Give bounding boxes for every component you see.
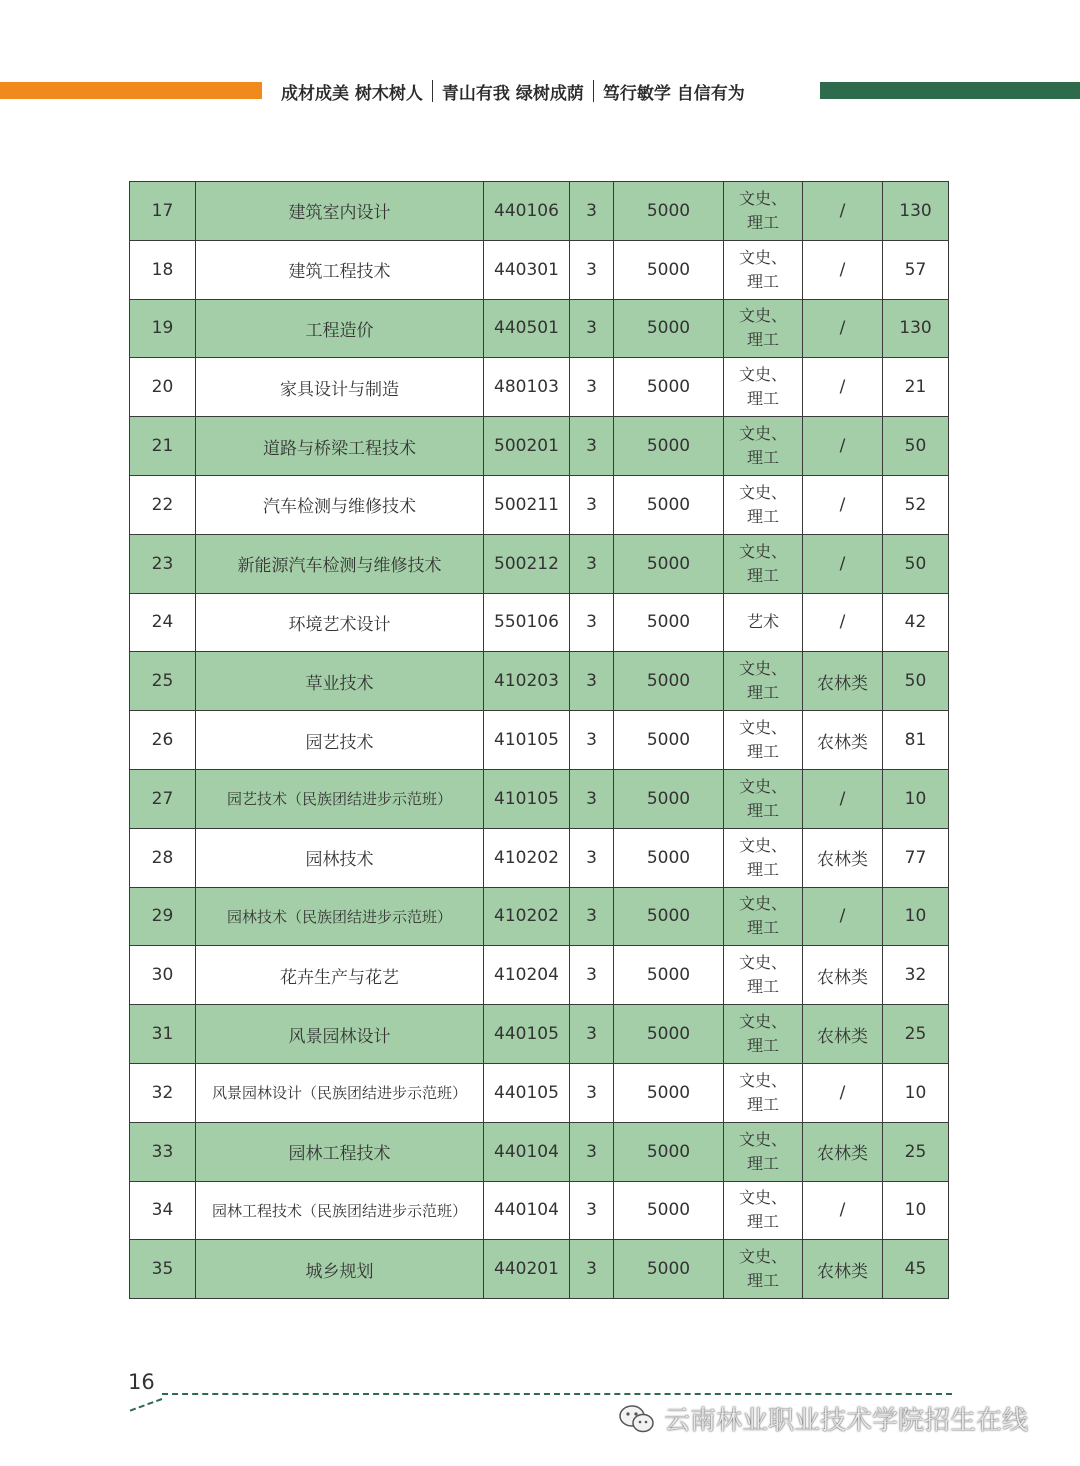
major-code-cell: 500212 [484,534,570,593]
category-cell: / [803,534,883,593]
major-name-cell: 园林工程技术（民族团结进步示范班） [196,1181,484,1240]
tuition-cell: 5000 [614,1181,724,1240]
category-cell: / [803,1181,883,1240]
subject-line: 文史、 [738,1012,787,1032]
category-cell: / [803,887,883,946]
subject-line: 文史、 [738,659,787,679]
subject-cell [724,1240,803,1299]
category-cell: / [803,475,883,534]
major-name-cell: 汽车检测与维修技术 [196,475,484,534]
major-code-cell: 500211 [484,475,570,534]
major-name-cell: 建筑室内设计 [196,182,484,241]
row-number-cell: 29 [130,887,196,946]
subject-line: 文史、 [738,718,787,738]
subject-line: 理工 [746,1094,779,1114]
subject-line: 理工 [746,1153,779,1173]
subject-line: 文史、 [738,306,787,326]
subject-line: 文史、 [738,894,787,914]
subject-cell [724,1181,803,1240]
watermark-text: 云南林业职业技术学院招生在线 [664,1406,1029,1436]
tuition-cell: 5000 [614,1240,724,1299]
major-code-cell: 440104 [484,1122,570,1181]
subject-line: 理工 [746,389,779,409]
subject-cell [724,1005,803,1064]
years-cell: 3 [570,1005,614,1064]
quota-cell: 32 [883,946,949,1005]
quota-cell: 10 [883,769,949,828]
tuition-cell: 5000 [614,534,724,593]
major-code-cell: 500201 [484,417,570,476]
row-number-cell: 32 [130,1063,196,1122]
major-code-cell: 440501 [484,299,570,358]
table-row [130,769,949,828]
quota-cell: 50 [883,534,949,593]
subject-line: 理工 [746,1212,779,1232]
majors-table [129,181,949,1299]
subject-line: 理工 [746,742,779,762]
subject-cell [724,711,803,770]
table-row [130,711,949,770]
major-name-cell: 园林技术（民族团结进步示范班） [196,887,484,946]
row-number-cell: 25 [130,652,196,711]
major-name-cell: 园林技术 [196,828,484,887]
header-orange-bar [0,82,262,99]
tuition-cell: 5000 [614,1005,724,1064]
subject-cell [724,417,803,476]
major-name-cell: 风景园林设计 [196,1005,484,1064]
subject-line: 理工 [746,859,779,879]
row-number-cell: 35 [130,1240,196,1299]
header-green-bar [820,82,1080,99]
table-row [130,946,949,1005]
table-row [130,1181,949,1240]
quota-cell: 81 [883,711,949,770]
subject-cell [724,358,803,417]
header-slogan [281,76,811,106]
subject-line: 理工 [746,212,779,232]
row-number-cell: 18 [130,240,196,299]
subject-line: 理工 [746,271,779,291]
table-row [130,593,949,652]
subject-cell [724,240,803,299]
subject-cell [724,593,803,652]
major-code-cell: 440301 [484,240,570,299]
table-row [130,1005,949,1064]
subject-line: 文史、 [738,188,787,208]
subject-line: 理工 [746,1036,779,1056]
row-number-cell: 22 [130,475,196,534]
subject-cell [724,769,803,828]
years-cell: 3 [570,299,614,358]
row-number-cell: 31 [130,1005,196,1064]
major-name-cell: 工程造价 [196,299,484,358]
category-cell: / [803,769,883,828]
row-number-cell: 33 [130,1122,196,1181]
wechat-icon [618,1403,656,1435]
subject-cell [724,946,803,1005]
years-cell: 3 [570,946,614,1005]
quota-cell: 130 [883,299,949,358]
table-row [130,299,949,358]
table-row [130,1063,949,1122]
quota-cell: 45 [883,1240,949,1299]
quota-cell: 10 [883,1181,949,1240]
table-row [130,1122,949,1181]
years-cell: 3 [570,182,614,241]
years-cell: 3 [570,240,614,299]
major-code-cell: 440106 [484,182,570,241]
table-row [130,828,949,887]
table-row [130,417,949,476]
subject-line: 艺术 [746,612,779,632]
tuition-cell: 5000 [614,1063,724,1122]
subject-line: 文史、 [738,424,787,444]
tuition-cell: 5000 [614,946,724,1005]
category-cell: / [803,358,883,417]
major-code-cell: 550106 [484,593,570,652]
table-row [130,475,949,534]
row-number-cell: 34 [130,1181,196,1240]
major-name-cell: 园艺技术（民族团结进步示范班） [196,769,484,828]
tuition-cell: 5000 [614,828,724,887]
quota-cell: 130 [883,182,949,241]
tuition-cell: 5000 [614,887,724,946]
quota-cell: 10 [883,887,949,946]
category-cell: 农林类 [803,652,883,711]
years-cell: 3 [570,1063,614,1122]
subject-cell [724,1122,803,1181]
quota-cell: 25 [883,1005,949,1064]
category-cell: / [803,417,883,476]
major-name-cell: 园艺技术 [196,711,484,770]
major-name-cell: 风景园林设计（民族团结进步示范班） [196,1063,484,1122]
major-name-cell: 环境艺术设计 [196,593,484,652]
major-name-cell: 道路与桥梁工程技术 [196,417,484,476]
years-cell: 3 [570,1240,614,1299]
row-number-cell: 24 [130,593,196,652]
row-number-cell: 28 [130,828,196,887]
major-name-cell: 建筑工程技术 [196,240,484,299]
category-cell: / [803,182,883,241]
years-cell: 3 [570,887,614,946]
quota-cell: 42 [883,593,949,652]
majors-table-body [130,182,949,1299]
years-cell: 3 [570,1122,614,1181]
quota-cell: 52 [883,475,949,534]
major-name-cell: 园林工程技术 [196,1122,484,1181]
category-cell: 农林类 [803,1240,883,1299]
category-cell: / [803,299,883,358]
row-number-cell: 30 [130,946,196,1005]
footer-dashed-diagonal [130,1398,163,1412]
quota-cell: 77 [883,828,949,887]
subject-line: 理工 [746,448,779,468]
subject-line: 理工 [746,506,779,526]
major-code-cell: 410105 [484,711,570,770]
subject-line: 理工 [746,1271,779,1291]
quota-cell: 21 [883,358,949,417]
years-cell: 3 [570,769,614,828]
table-row [130,358,949,417]
subject-cell [724,887,803,946]
subject-line: 文史、 [738,541,787,561]
quota-cell: 25 [883,1122,949,1181]
tuition-cell: 5000 [614,182,724,241]
watermark [618,1400,1028,1437]
tuition-cell: 5000 [614,417,724,476]
major-code-cell: 440201 [484,1240,570,1299]
subject-cell [724,652,803,711]
years-cell: 3 [570,593,614,652]
category-cell: 农林类 [803,711,883,770]
years-cell: 3 [570,534,614,593]
subject-line: 文史、 [738,1070,787,1090]
subject-line: 理工 [746,565,779,585]
table-row [130,652,949,711]
row-number-cell: 21 [130,417,196,476]
subject-cell [724,182,803,241]
subject-line: 文史、 [738,835,787,855]
page-number: 16 [128,1370,155,1394]
major-name-cell: 城乡规划 [196,1240,484,1299]
subject-line: 理工 [746,918,779,938]
row-number-cell: 26 [130,711,196,770]
tuition-cell: 5000 [614,240,724,299]
years-cell: 3 [570,417,614,476]
subject-cell [724,828,803,887]
category-cell: / [803,1063,883,1122]
years-cell: 3 [570,711,614,770]
years-cell: 3 [570,828,614,887]
category-cell: 农林类 [803,946,883,1005]
major-code-cell: 440105 [484,1063,570,1122]
subject-line: 文史、 [738,1188,787,1208]
slogan-separator [593,80,594,102]
major-name-cell: 家具设计与制造 [196,358,484,417]
subject-line: 文史、 [738,482,787,502]
major-code-cell: 410105 [484,769,570,828]
major-code-cell: 410202 [484,828,570,887]
slogan-part-3: 笃行敏学 自信有为 [602,83,745,104]
subject-line: 理工 [746,330,779,350]
subject-line: 理工 [746,977,779,997]
row-number-cell: 17 [130,182,196,241]
major-code-cell: 410203 [484,652,570,711]
tuition-cell: 5000 [614,652,724,711]
quota-cell: 10 [883,1063,949,1122]
subject-cell [724,299,803,358]
years-cell: 3 [570,1181,614,1240]
major-code-cell: 440105 [484,1005,570,1064]
major-code-cell: 410204 [484,946,570,1005]
category-cell: / [803,593,883,652]
subject-line: 文史、 [738,1247,787,1267]
tuition-cell: 5000 [614,711,724,770]
subject-line: 文史、 [738,1129,787,1149]
subject-line: 文史、 [738,365,787,385]
subject-line: 理工 [746,800,779,820]
major-name-cell: 花卉生产与花艺 [196,946,484,1005]
row-number-cell: 23 [130,534,196,593]
row-number-cell: 20 [130,358,196,417]
years-cell: 3 [570,358,614,417]
major-name-cell: 新能源汽车检测与维修技术 [196,534,484,593]
row-number-cell: 27 [130,769,196,828]
major-code-cell: 480103 [484,358,570,417]
category-cell: 农林类 [803,828,883,887]
table-row [130,887,949,946]
subject-cell [724,475,803,534]
quota-cell: 50 [883,417,949,476]
years-cell: 3 [570,475,614,534]
subject-line: 文史、 [738,953,787,973]
row-number-cell: 19 [130,299,196,358]
subject-line: 理工 [746,683,779,703]
category-cell: 农林类 [803,1005,883,1064]
subject-line: 文史、 [738,776,787,796]
table-row [130,182,949,241]
category-cell: 农林类 [803,1122,883,1181]
quota-cell: 50 [883,652,949,711]
major-code-cell: 440104 [484,1181,570,1240]
subject-cell [724,1063,803,1122]
subject-line: 文史、 [738,247,787,267]
tuition-cell: 5000 [614,475,724,534]
tuition-cell: 5000 [614,299,724,358]
table-row [130,534,949,593]
slogan-separator [432,80,433,102]
subject-cell [724,534,803,593]
category-cell: / [803,240,883,299]
table-row [130,240,949,299]
tuition-cell: 5000 [614,1122,724,1181]
table-row [130,1240,949,1299]
quota-cell: 57 [883,240,949,299]
slogan-part-1: 成材成美 树木树人 [281,83,423,104]
major-name-cell: 草业技术 [196,652,484,711]
tuition-cell: 5000 [614,358,724,417]
major-code-cell: 410202 [484,887,570,946]
slogan-part-2: 青山有我 绿树成荫 [441,83,584,104]
tuition-cell: 5000 [614,593,724,652]
footer-dashed-line [162,1393,952,1395]
tuition-cell: 5000 [614,769,724,828]
years-cell: 3 [570,652,614,711]
